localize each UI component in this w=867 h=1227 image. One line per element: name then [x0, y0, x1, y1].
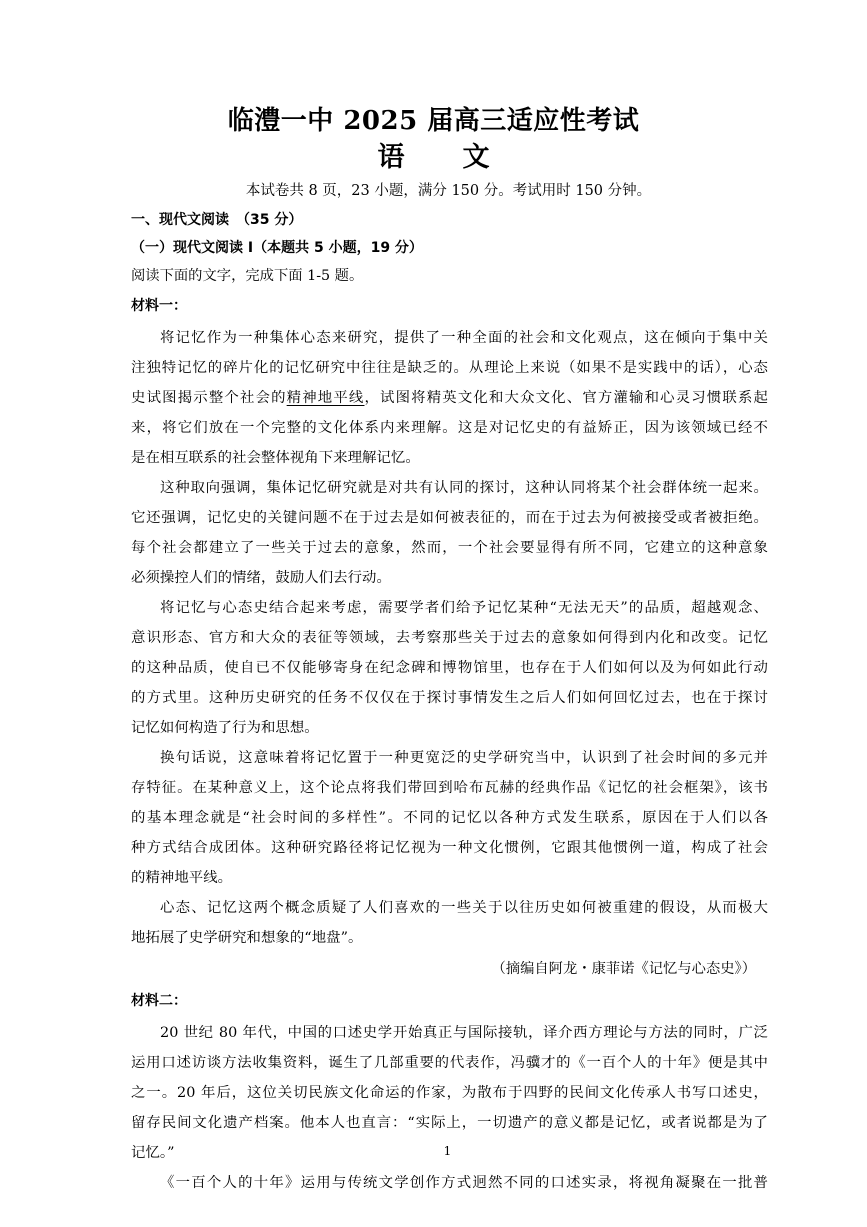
- material-2-label: 材料二：: [131, 993, 187, 1009]
- material-1-paragraph-5: [131, 893, 768, 953]
- text-line: 存特征。在某种意义上，这个论点将我们带回到哈布瓦赫的经典作品《记忆的社会框架》，该书: [131, 780, 768, 796]
- text-line: 种方式结合成团体。这种研究路径将记忆视为一种文化惯例，它跟其他惯例一道，构成了社会: [131, 840, 768, 856]
- material-1-paragraph-2: [131, 473, 768, 593]
- text-line: 心态、记忆这两个概念质疑了人们喜欢的一些关于以往历史如何被重建的假设，从而极大: [160, 900, 768, 916]
- exam-title: 临澧一中 2025 届高三适应性考试: [227, 106, 640, 136]
- text-line: 注独特记忆的碎片化的记忆研究中往往是缺乏的。从理论上来说（如果不是实践中的话），心态: [131, 360, 768, 376]
- text-line: 记忆。”: [131, 1145, 175, 1161]
- subsection-heading: （一）现代文阅读 I（本题共 5 小题，19 分）: [131, 240, 423, 256]
- text-line: 的基本理念就是“社会时间的多样性”。不同的记忆以各种方式发生联系，原因在于人们以各: [131, 810, 768, 826]
- section-heading: 一、现代文阅读 （35 分）: [131, 212, 303, 228]
- material-2-paragraph-2: [131, 1168, 768, 1198]
- text-line: 记忆如何构造了行为和思想。: [131, 720, 319, 736]
- text-line: 每个社会都建立了一些关于过去的意象，然而，一个社会要显得有所不同，它建立的这种意象: [131, 540, 768, 556]
- exam-info: 本试卷共 8 页，23 小题，满分 150 分。考试用时 150 分钟。: [245, 183, 652, 199]
- text-line: 这种取向强调，集体记忆研究就是对共有认同的探讨，这种认同将某个社会群体统一起来。: [160, 480, 768, 496]
- material-1-paragraph-4: [131, 743, 768, 893]
- exam-body: [131, 207, 768, 1198]
- text-line: 的这种品质，使自已不仅能够寄身在纪念碑和博物馆里，也存在于人们如何以及为何如此行动: [131, 660, 768, 676]
- page-number: 1: [443, 1144, 452, 1158]
- text-span: ，试图将精英文化和大众文化、官方灌输和心灵习惯联系起: [364, 390, 768, 406]
- text-line: 的方式里。这种历史研究的任务不仅仅在于探讨事情发生之后人们如何回忆过去，也在于探讨: [131, 690, 768, 706]
- text-line: 地拓展了史学研究和想象的“地盘”。: [131, 930, 363, 946]
- text-line: 是在相互联系的社会整体视角下来理解记忆。: [131, 450, 420, 466]
- material-1-paragraph-1: [131, 323, 768, 473]
- subject-char-1: 语: [377, 142, 405, 173]
- text-line: 的精神地平线。: [131, 870, 233, 886]
- material-1-paragraph-3: [131, 593, 768, 743]
- text-line: 之一。20 年后，这位关切民族文化命运的作家，为散布于四野的民间文化传承人书写口述史，: [131, 1085, 768, 1101]
- underlined-term: 精神地平线: [286, 390, 365, 406]
- text-line: 《一百个人的十年》运用与传统文学创作方式迥然不同的口述实录，将视角凝聚在一批普: [160, 1175, 768, 1191]
- material-1-citation: （摘编自阿龙・康菲诺《记忆与心态史》）: [491, 961, 756, 977]
- text-line: 来，将它们放在一个完整的文化体系内来理解。这是对记忆史的有益矫正，因为该领域已经不: [131, 420, 768, 436]
- text-line: 换句话说，这意味着将记忆置于一种更宽泛的史学研究当中，认识到了社会时间的多元并: [160, 750, 768, 766]
- text-line: 20 世纪 80 年代，中国的口述史学开始真正与国际接轨，译介西方理论与方法的同时，广泛: [160, 1025, 768, 1041]
- text-line: 将记忆作为一种集体心态来研究，提供了一种全面的社会和文化观点，这在倾向于集中关: [160, 330, 768, 346]
- reading-instruction: 阅读下面的文字，完成下面 1-5 题。: [131, 268, 364, 284]
- text-line: [131, 383, 768, 413]
- text-line: 意识形态、官方和大众的表征等领域，去考察那些关于过去的意象如何得到内化和改变。记忆: [131, 630, 768, 646]
- text-line: 运用口述访谈方法收集资料，诞生了几部重要的代表作，冯骥才的《一百个人的十年》便是其中: [131, 1055, 768, 1071]
- text-line: 必须操控人们的情绪，鼓励人们去行动。: [131, 570, 391, 586]
- text-line: 它还强调，记忆史的关键问题不在于过去是如何被表征的，而在于过去为何被接受或者被拒绝。: [131, 510, 768, 526]
- text-line: 留存民间文化遗产档案。他本人也直言：“实际上，一切遗产的意义都是记忆，或者说都是为了: [131, 1115, 768, 1131]
- material-1-label: 材料一：: [131, 298, 187, 314]
- text-line: 将记忆与心态史结合起来考虑，需要学者们给予记忆某种“无法无天”的品质，超越观念、: [160, 600, 768, 616]
- subject-char-2: 文: [462, 142, 490, 173]
- text-span: 史试图揭示整个社会的: [131, 390, 287, 406]
- subject-heading: [0, 140, 867, 176]
